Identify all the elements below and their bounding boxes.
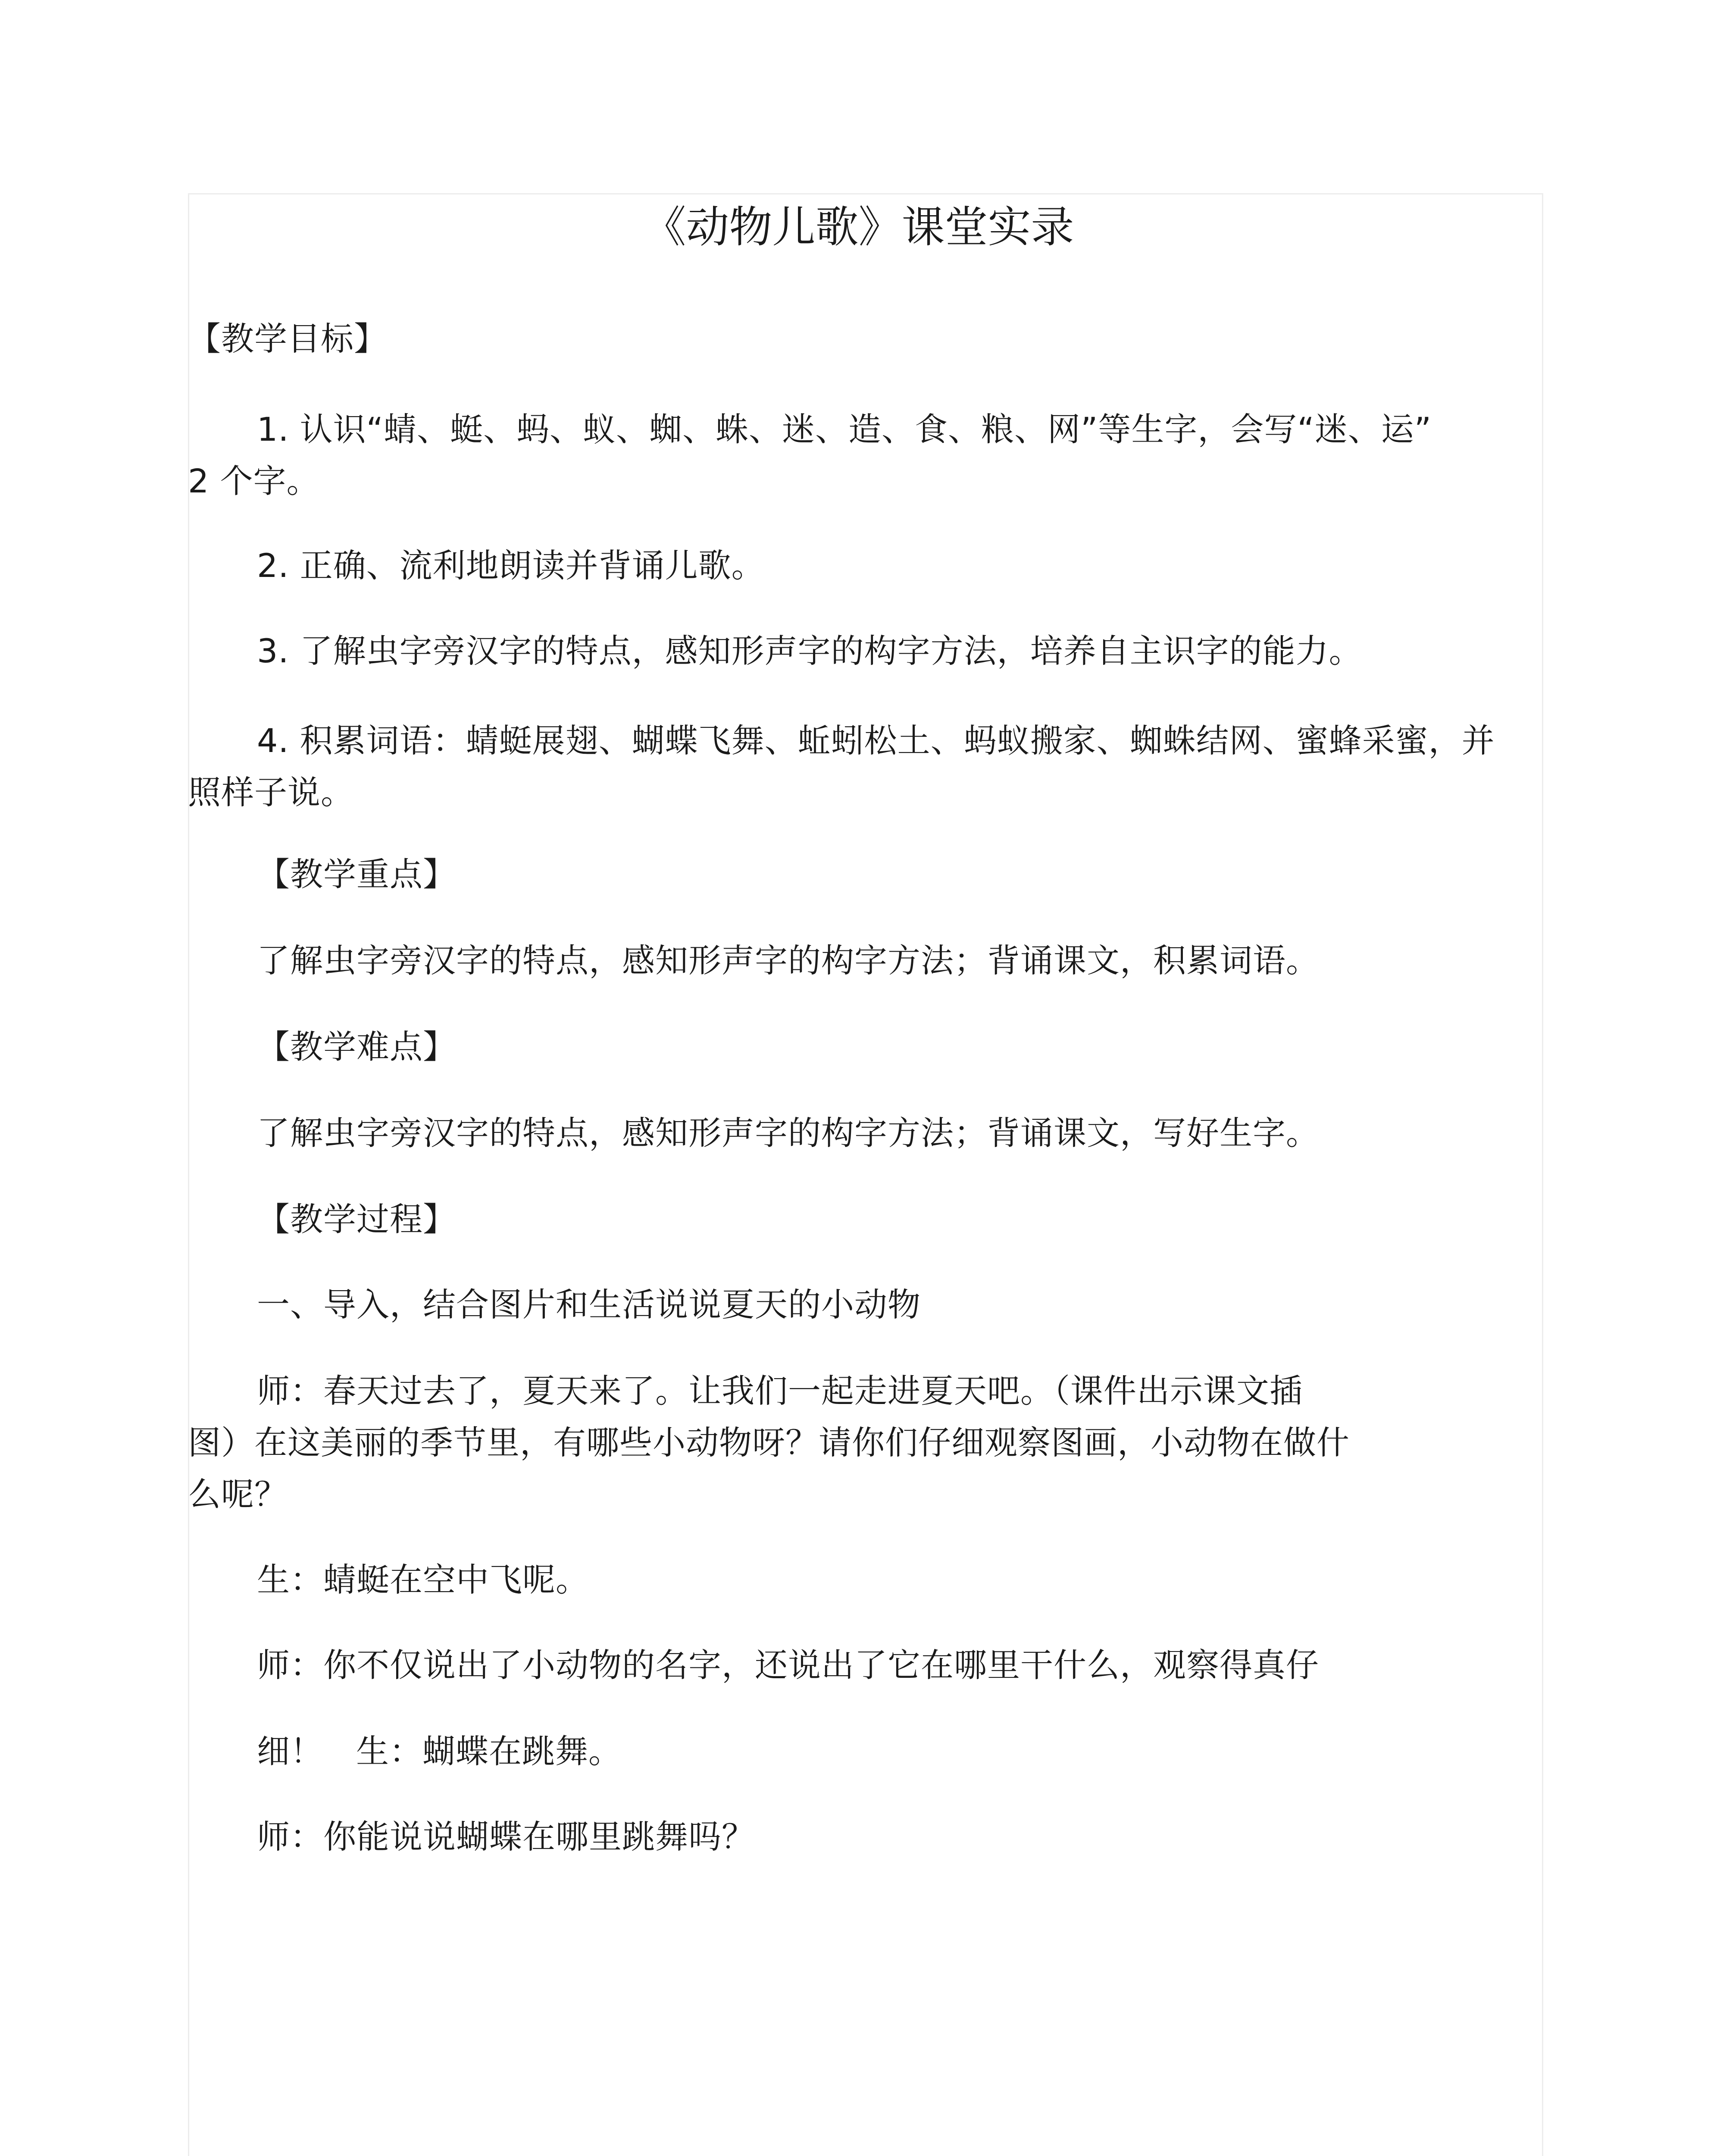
student-2: 生：蝴蝶在跳舞。 [356,1732,622,1771]
teacher-2: 师：你不仅说出了小动物的名字，还说出了它在哪里干什么，观察得真仔 [257,1646,1319,1684]
objective-2: 2. 正确、流利地朗读并背诵儿歌。 [257,546,765,585]
section-1-heading: 一、导入，结合图片和生活说说夏天的小动物 [257,1285,921,1324]
objective-4-line2: 照样子说。 [188,773,354,812]
teacher-1-line3: 么呢？ [188,1475,288,1514]
teacher-3: 师：你能说说蝴蝶在哪里跳舞吗？ [257,1818,755,1856]
objective-1-line1: 1. 认识“蜻、蜓、蚂、蚁、蜘、蛛、迷、造、食、粮、网”等生字，会写“迷、运” [257,410,1432,448]
objective-3: 3. 了解虫字旁汉字的特点，感知形声字的构字方法，培养自主识字的能力。 [257,632,1362,670]
teacher-1-line1: 师：春天过去了，夏天来了。让我们一起走进夏天吧。（课件出示课文插 [257,1372,1303,1410]
heading-objectives: 【教学目标】 [188,320,387,358]
student-1: 生：蜻蜓在空中飞呢。 [257,1561,589,1599]
heading-key-points: 【教学重点】 [257,855,456,893]
difficulties-text: 了解虫字旁汉字的特点，感知形声字的构字方法；背诵课文，写好生字。 [257,1114,1319,1152]
objective-1-line2: 2 个字。 [188,462,320,500]
teacher-2-end: 细！ [257,1732,323,1771]
key-points-text: 了解虫字旁汉字的特点，感知形声字的构字方法；背诵课文，积累词语。 [257,941,1319,980]
heading-difficulties: 【教学难点】 [257,1028,456,1066]
objective-4-line1: 4. 积累词语：蜻蜓展翅、蝴蝶飞舞、蚯蚓松土、蚂蚁搬家、蜘蛛结网、蜜蜂采蜜，并 [257,721,1495,760]
document-title: 《动物儿歌》课堂实录 [643,202,1074,252]
heading-process: 【教学过程】 [257,1200,456,1238]
teacher-1-line2: 图）在这美丽的季节里，有哪些小动物呀？请你们仔细观察图画，小动物在做什 [188,1423,1350,1462]
